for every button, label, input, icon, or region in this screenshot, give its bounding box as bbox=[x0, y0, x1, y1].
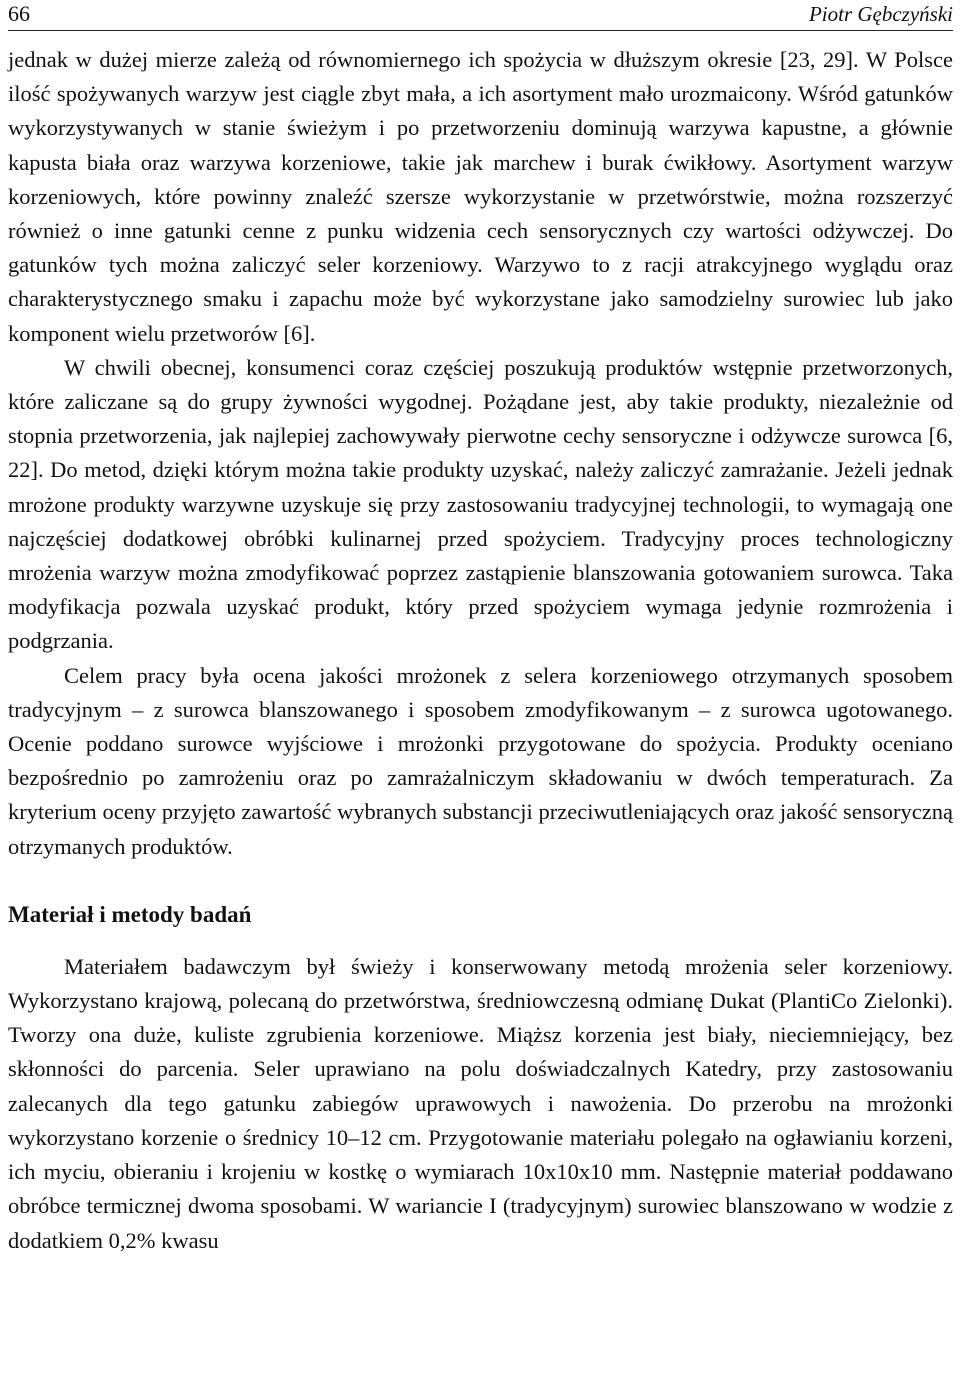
running-head bbox=[8, 0, 953, 31]
running-head-author: Piotr Gębczyński bbox=[808, 2, 953, 26]
section-heading: Materiał i metody badań bbox=[8, 901, 252, 927]
page-number: 66 bbox=[8, 1, 30, 26]
paragraph-continuation: jednak w dużej mierze zależą od równomiernego ich spożycia w dłuższym okresie [23, 29]. W Polsce ilość spożywanych warzyw jest ciągle zbyt mała, a ich asortyment mało urozmaicony. Wśród gatunków wykorzystywanych w stanie świeżym i po przetworzeniu dominują warzywa kapustne, a głównie kapusta biała oraz warzywa korzeniowe, takie jak marchew i burak ćwikłowy. Asortyment warzyw korzeniowych, które powinny znaleźć szersze wykorzystanie w przetwórstwie, można rozszerzyć również o inne gatunki cenne z punku widzenia cech sensorycznych czy wartości odżywczej. Do gatunków tych można zaliczyć seler korzeniowy. Warzywo to z racji atrakcyjnego wyglądu oraz charakterystycznego smaku i zapachu może być wykorzystane jako samodzielny surowiec lub jako komponent wielu przetworów [6]. bbox=[8, 47, 953, 346]
paragraph-convenience-food: W chwili obecnej, konsumenci coraz częściej poszukują produktów wstępnie przetworzonych, które zaliczane są do grupy żywności wygodnej. Pożądane jest, aby takie produkty, niezależnie od stopnia przetworzenia, jak najlepiej zachowywały pierwotne cechy sensoryczne i odżywcze surowca [6, 22]. Do metod, dzięki którym można takie produkty uzyskać, należy zaliczyć zamrażanie. Jeżeli jednak mrożone produkty warzywne uzyskuje się przy zastosowaniu tradycyjnej technologii, to wymagają one najczęściej dodatkowej obróbki kulinarnej przed spożyciem. Tradycyjny proces technologiczny mrożenia warzyw można zmodyfikować poprzez zastąpienie blanszowania gotowaniem surowca. Taka modyfikacja pozwala uzyskać produkt, który przed spożyciem wymaga jedynie rozmrożenia i podgrzania. bbox=[8, 354, 953, 654]
paragraph-aim: Celem pracy była ocena jakości mrożonek z selera korzeniowego otrzymanych sposobem tradycyjnym – z surowca blanszowanego i sposobem zmodyfikowanym – z surowca ugotowanego. Ocenie poddano surowce wyjściowe i mrożonki przygotowane do spożycia. Produkty oceniano bezpośrednio po zamrożeniu oraz po zamrażalniczym składowaniu w dwóch temperaturach. Za kryterium oceny przyjęto zawartość wybranych substancji przeciwutleniających oraz jakość sensoryczną otrzymanych produktów. bbox=[8, 662, 953, 859]
article-body bbox=[8, 43, 953, 1258]
paragraph-materials: Materiałem badawczym był świeży i konserwowany metodą mrożenia seler korzeniowy. Wykorzystano krajową, polecaną do przetwórstwa, średniowczesną odmianę Dukat (PlantiCo Zielonki). Tworzy ona duże, kuliste zgrubienia korzeniowe. Miąższ korzenia jest biały, nieciemniejący, bez skłonności do parcenia. Seler uprawiano na polu doświadczalnych Katedry, przy zastosowaniu zalecanych dla tego gatunku zabiegów uprawowych i nawożenia. Do przerobu na mrożonki wykorzystano korzenie o średnicy 10–12 cm. Przygotowanie materiału polegało na ogławianiu korzeni, ich myciu, obieraniu i krojeniu w kostkę o wymiarach 10x10x10 mm. Następnie materiał poddawano obróbce termicznej dwoma sposobami. W wariancie I (tradycyjnym) surowiec blanszowano w wodzie z dodatkiem 0,2% kwasu bbox=[8, 953, 953, 1253]
